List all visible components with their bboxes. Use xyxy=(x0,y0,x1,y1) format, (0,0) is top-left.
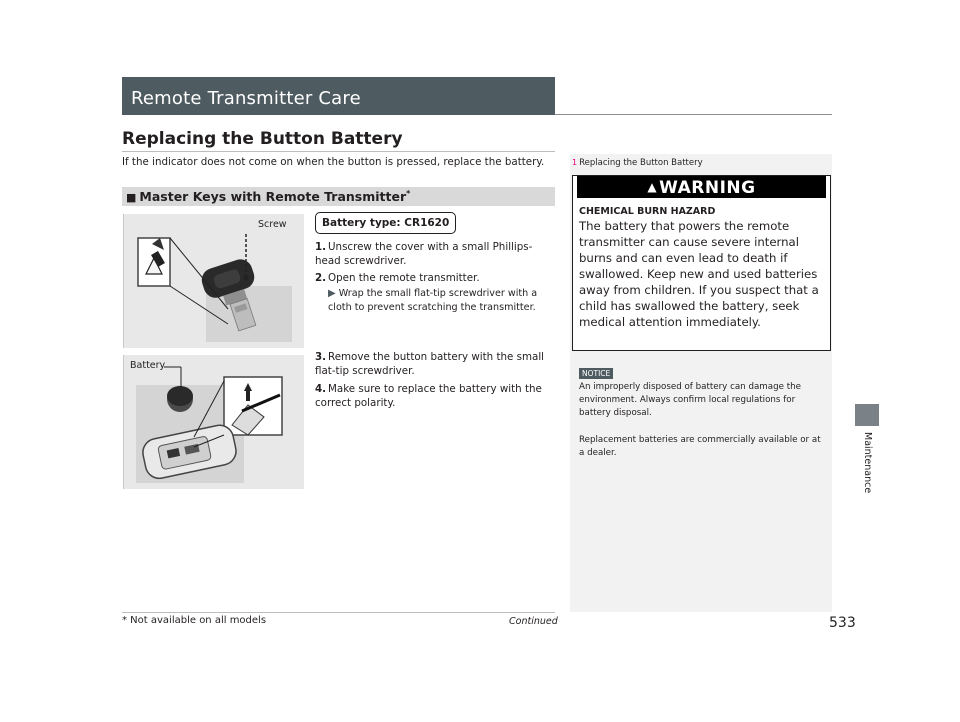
step-text: Make sure to replace the battery with the correct polarity. xyxy=(315,383,542,409)
notice-badge: NOTICE xyxy=(579,368,613,379)
footnote-asterisk: * xyxy=(406,189,411,198)
step-3 xyxy=(315,350,551,378)
footer-divider xyxy=(122,612,555,613)
remote-key-illustration xyxy=(124,214,304,348)
footnote: * Not available on all models xyxy=(122,615,267,626)
battery-label: Battery xyxy=(130,360,166,371)
heading-divider xyxy=(122,151,555,152)
figure-remove-battery xyxy=(123,355,304,489)
battery-removal-illustration xyxy=(124,355,304,489)
chapter-tab-label: Maintenance xyxy=(862,432,873,494)
step-text: Unscrew the cover with a small Phillips-head screwdriver. xyxy=(315,241,533,267)
step-number: 4. xyxy=(315,383,327,395)
reference-marker-icon: 1 xyxy=(572,158,578,167)
step-number: 1. xyxy=(315,241,327,253)
arrow-right-icon: ▶ xyxy=(328,288,336,299)
warning-subtitle: CHEMICAL BURN HAZARD xyxy=(579,206,716,217)
warning-header xyxy=(577,176,826,198)
subsection-title: Master Keys with Remote Transmitter xyxy=(139,189,407,205)
figure-unscrew-cover xyxy=(123,214,304,348)
step-number: 2. xyxy=(315,272,327,284)
step-1 xyxy=(315,240,547,268)
substep-text: Wrap the small flat-tip screwdriver with a cloth to prevent scratching the transmitter. xyxy=(328,288,538,313)
continued-label: Continued xyxy=(509,616,558,627)
warning-triangle-icon: ▲ xyxy=(647,180,658,194)
warning-body: The battery that powers the remote transmitter can cause severe internal burns and can even lead to death if swallowed. Keep new and used batteries away from children. If you suspect that a child has swallowed the battery, seek medical attention immediately. xyxy=(579,219,819,329)
screw-label: Screw xyxy=(258,219,287,230)
battery-type-box: Battery type: CR1620 xyxy=(315,212,456,234)
section-title: Remote Transmitter Care xyxy=(131,88,361,109)
sidebar-ref-text: Replacing the Button Battery xyxy=(579,158,703,168)
step-2 xyxy=(315,271,547,285)
banner-rule xyxy=(555,114,832,115)
chapter-tab xyxy=(855,404,879,426)
page-heading: Replacing the Button Battery xyxy=(122,129,403,149)
notice-text: An improperly disposed of battery can damage the environment. Always confirm local regulations for battery disposal. xyxy=(579,382,801,418)
replacement-text: Replacement batteries are commercially available or at a dealer. xyxy=(579,435,821,458)
warning-title: WARNING xyxy=(659,178,756,198)
intro-paragraph: If the indicator does not come on when the button is pressed, replace the battery. xyxy=(122,156,545,168)
page-number: 533 xyxy=(829,615,856,631)
step-text: Open the remote transmitter. xyxy=(328,272,480,284)
subsection-heading xyxy=(126,189,410,204)
step-number: 3. xyxy=(315,351,327,363)
square-bullet-icon: ■ xyxy=(126,191,137,205)
sidebar-ref-title xyxy=(572,158,703,168)
step-4 xyxy=(315,382,551,410)
step-text: Remove the button battery with the small flat-tip screwdriver. xyxy=(315,351,545,377)
step-2-substep xyxy=(328,287,554,315)
